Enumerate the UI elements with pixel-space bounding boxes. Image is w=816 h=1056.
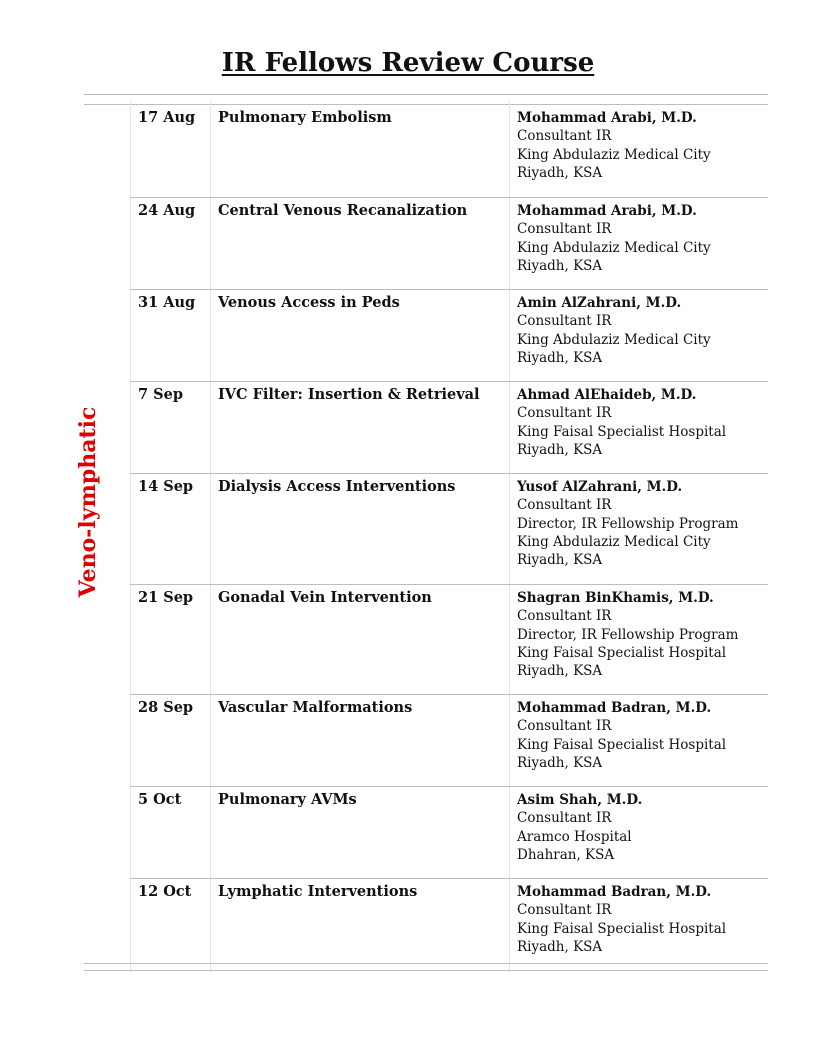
session-topic: Dialysis Access Interventions xyxy=(218,478,456,495)
speaker-info xyxy=(517,109,711,182)
speaker-info xyxy=(517,883,726,956)
speaker-affiliation-line: Aramco Hospital xyxy=(517,828,632,845)
speaker-affiliation-line: King Abdulaziz Medical City xyxy=(517,331,711,348)
session-date: 14 Sep xyxy=(138,478,194,495)
schedule-row xyxy=(130,879,768,970)
session-topic: Vascular Malformations xyxy=(218,699,413,716)
speaker-name: Mohammad Arabi, M.D. xyxy=(517,110,697,126)
schedule-table xyxy=(130,105,768,970)
session-date: 24 Aug xyxy=(138,202,196,219)
speaker-affiliation-line: King Faisal Specialist Hospital xyxy=(517,736,727,753)
speaker-info xyxy=(517,202,711,275)
speaker-affiliation-line: Director, IR Fellowship Program xyxy=(517,626,739,643)
speaker-affiliation-line: Director, IR Fellowship Program xyxy=(517,515,739,532)
speaker-affiliation-line: Riyadh, KSA xyxy=(517,164,603,181)
schedule-row xyxy=(130,695,768,787)
schedule-row xyxy=(130,290,768,382)
speaker-affiliation-line: Dhahran, KSA xyxy=(517,846,615,863)
speaker-name: Mohammad Badran, M.D. xyxy=(517,700,712,716)
speaker-affiliation-line: Consultant IR xyxy=(517,221,612,238)
session-topic: Venous Access in Peds xyxy=(218,294,400,311)
speaker-info xyxy=(517,478,738,569)
speaker-affiliation-line: King Abdulaziz Medical City xyxy=(517,146,711,163)
top-rule xyxy=(84,94,768,95)
speaker-affiliation-line: Riyadh, KSA xyxy=(517,441,603,458)
bottom-rule xyxy=(84,963,768,964)
speaker-info xyxy=(517,386,726,459)
bottom-rule-inner xyxy=(84,970,768,971)
session-date: 21 Sep xyxy=(138,589,194,606)
speaker-name: Amin AlZahrani, M.D. xyxy=(517,295,682,311)
speaker-affiliation-line: Riyadh, KSA xyxy=(517,938,603,955)
page-title: IR Fellows Review Course xyxy=(221,48,595,78)
session-topic: Central Venous Recanalization xyxy=(218,202,468,219)
speaker-affiliation-line: Consultant IR xyxy=(517,718,612,735)
speaker-affiliation-line: Consultant IR xyxy=(517,608,612,625)
speaker-affiliation-line: Consultant IR xyxy=(517,128,612,145)
speaker-name: Mohammad Arabi, M.D. xyxy=(517,203,697,219)
speaker-name: Mohammad Badran, M.D. xyxy=(517,884,712,900)
schedule-row xyxy=(130,474,768,585)
session-date: 5 Oct xyxy=(138,791,182,808)
session-topic: Pulmonary Embolism xyxy=(218,109,392,126)
section-label: Veno-lymphatic xyxy=(75,406,101,598)
speaker-affiliation-line: Riyadh, KSA xyxy=(517,257,603,274)
session-date: 7 Sep xyxy=(138,386,183,403)
speaker-affiliation-line: King Faisal Specialist Hospital xyxy=(517,644,727,661)
session-topic: Pulmonary AVMs xyxy=(218,791,357,808)
session-topic: Gonadal Vein Intervention xyxy=(218,589,432,606)
session-date: 28 Sep xyxy=(138,699,194,716)
speaker-affiliation-line: Riyadh, KSA xyxy=(517,349,603,366)
speaker-affiliation-line: Consultant IR xyxy=(517,313,612,330)
speaker-affiliation-line: Consultant IR xyxy=(517,902,612,919)
session-date: 31 Aug xyxy=(138,294,196,311)
speaker-name: Shagran BinKhamis, M.D. xyxy=(517,590,714,606)
session-date: 12 Oct xyxy=(138,883,192,900)
schedule-row xyxy=(130,382,768,474)
speaker-affiliation-line: Consultant IR xyxy=(517,810,612,827)
schedule-row xyxy=(130,787,768,879)
speaker-affiliation-line: Consultant IR xyxy=(517,405,612,422)
speaker-affiliation-line: King Faisal Specialist Hospital xyxy=(517,920,727,937)
schedule-row xyxy=(130,105,768,198)
schedule-row xyxy=(130,585,768,695)
speaker-name: Ahmad AlEhaideb, M.D. xyxy=(517,387,697,403)
speaker-affiliation-line: King Abdulaziz Medical City xyxy=(517,533,711,550)
speaker-info xyxy=(517,699,726,772)
speaker-affiliation-line: King Faisal Specialist Hospital xyxy=(517,423,727,440)
schedule-row xyxy=(130,198,768,290)
speaker-affiliation-line: Riyadh, KSA xyxy=(517,754,603,771)
speaker-affiliation-line: King Abdulaziz Medical City xyxy=(517,239,711,256)
session-topic: Lymphatic Interventions xyxy=(218,883,418,900)
speaker-affiliation-line: Riyadh, KSA xyxy=(517,663,603,680)
speaker-affiliation-line: Consultant IR xyxy=(517,497,612,514)
speaker-info xyxy=(517,791,642,864)
speaker-name: Yusof AlZahrani, M.D. xyxy=(517,479,683,495)
session-date: 17 Aug xyxy=(138,109,196,126)
session-topic: IVC Filter: Insertion & Retrieval xyxy=(218,386,480,403)
speaker-affiliation-line: Riyadh, KSA xyxy=(517,552,603,569)
speaker-name: Asim Shah, M.D. xyxy=(517,792,643,808)
speaker-info xyxy=(517,294,711,367)
speaker-info xyxy=(517,589,738,680)
